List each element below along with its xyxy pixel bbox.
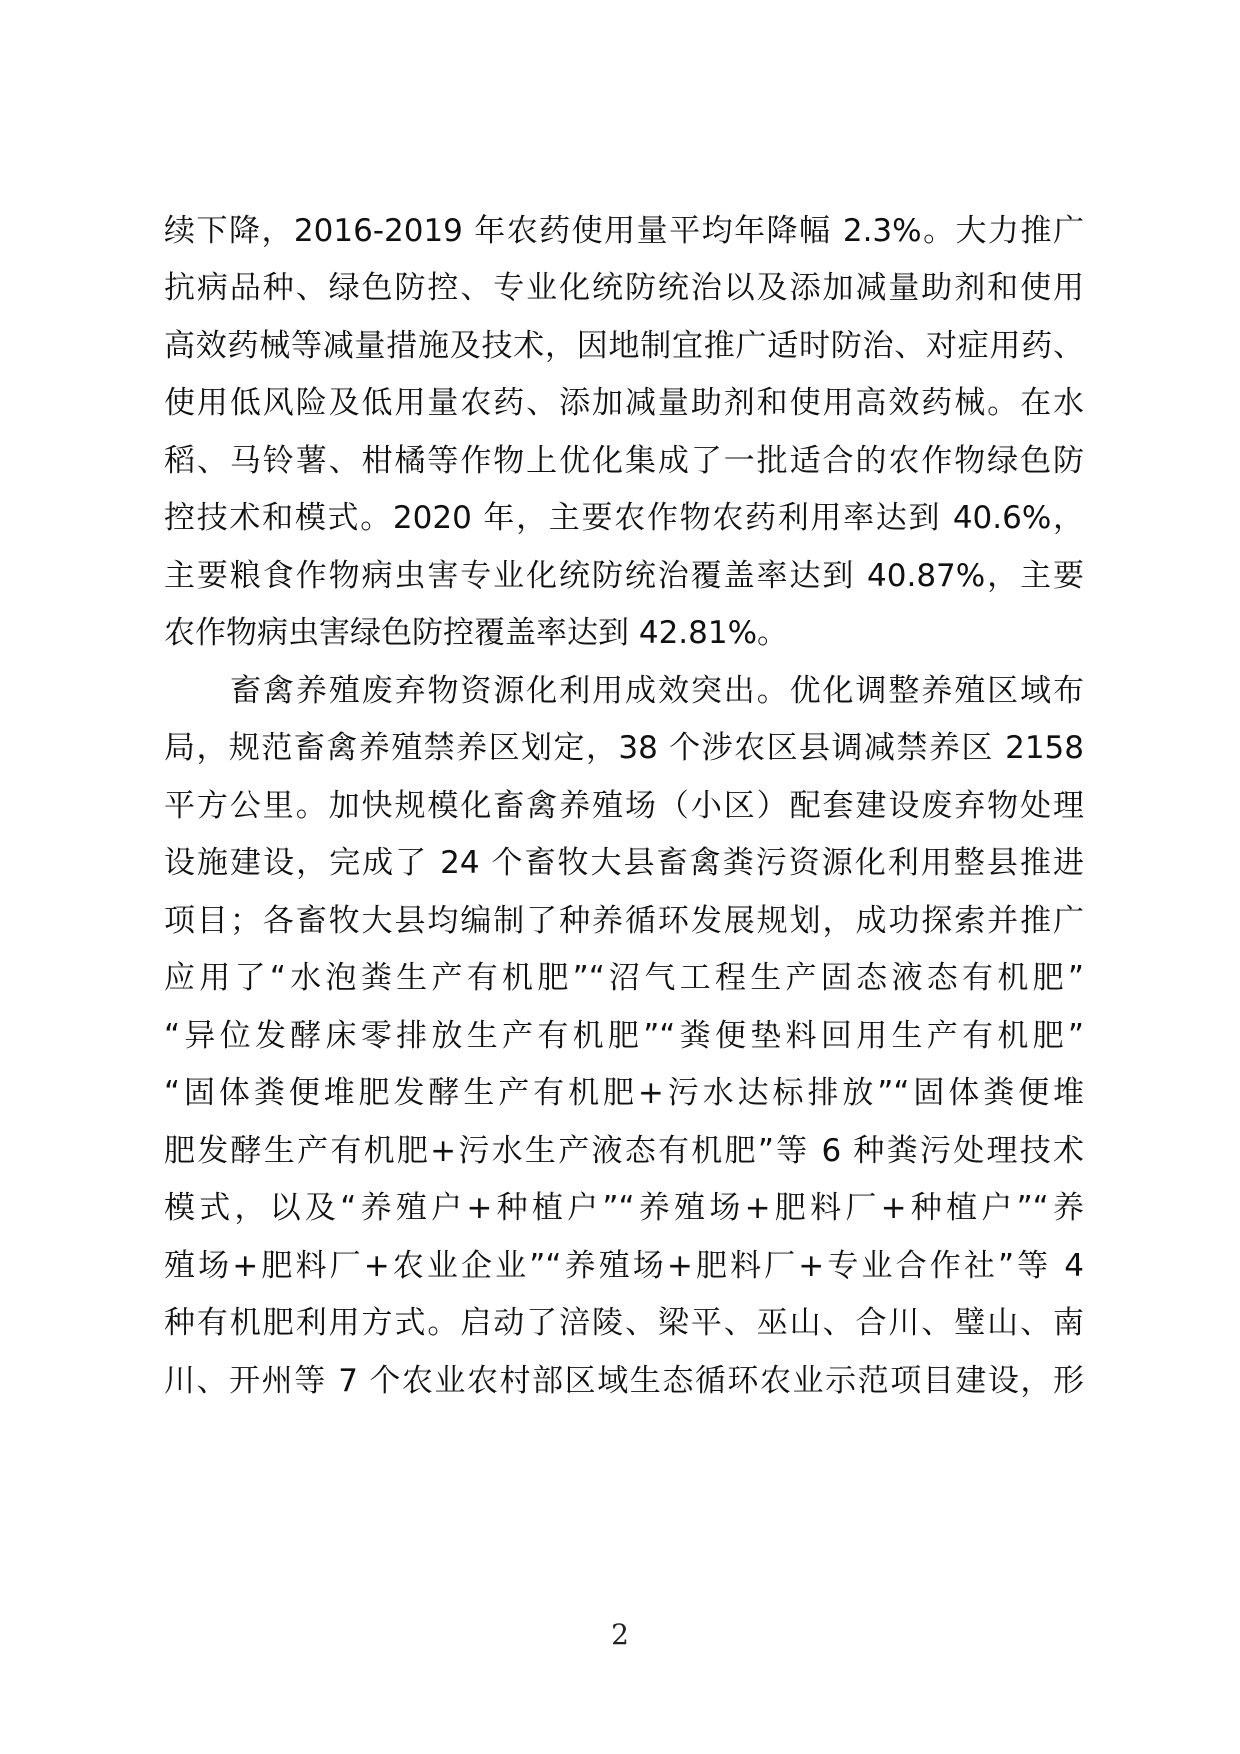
paragraph-1-line-3: 高效药械等减量措施及技术，因地制宜推广适时防治、对症用药、 (164, 328, 1084, 364)
paragraph-1-line-4: 使用低风险及低用量农药、添加减量助剂和使用高效药械。在水 (164, 385, 1084, 421)
paragraph-2-line-7: “异位发酵床零排放生产有机肥”“粪便垫料回用生产有机肥” (164, 1018, 1084, 1054)
paragraph-2-line-10: 模式，以及“养殖户+种植户”“养殖场+肥料厂+种植户”“养 (164, 1190, 1084, 1226)
paragraph-2-line-13: 川、开州等 7 个农业农村部区域生态循环农业示范项目建设，形 (164, 1363, 1084, 1399)
paragraph-2-line-4: 设施建设，完成了 24 个畜牧大县畜禽粪污资源化利用整县推进 (164, 845, 1084, 881)
page-number: 2 (611, 1618, 629, 1651)
paragraph-1-line-7: 主要粮食作物病虫害专业化统防统治覆盖率达到 40.87%，主要 (164, 558, 1084, 594)
paragraph-2-line-11: 殖场+肥料厂+农业企业”“养殖场+肥料厂+专业合作社”等 4 (164, 1248, 1084, 1284)
paragraph-1-line-5: 稻、马铃薯、柑橘等作物上优化集成了一批适合的农作物绿色防 (164, 443, 1084, 479)
paragraph-2-line-1: 畜禽养殖废弃物资源化利用成效突出。优化调整养殖区域布 (230, 673, 1084, 709)
paragraph-1-line-1: 续下降，2016-2019 年农药使用量平均年降幅 2.3%。大力推广 (164, 213, 1084, 249)
paragraph-2-line-5: 项目；各畜牧大县均编制了种养循环发展规划，成功探索并推广 (164, 903, 1084, 939)
paragraph-2-line-3: 平方公里。加快规模化畜禽养殖场（小区）配套建设废弃物处理 (164, 788, 1084, 824)
paragraph-2-line-8: “固体粪便堆肥发酵生产有机肥+污水达标排放”“固体粪便堆 (164, 1075, 1084, 1111)
paragraph-2-line-6: 应用了“水泡粪生产有机肥”“沼气工程生产固态液态有机肥” (164, 960, 1084, 996)
paragraph-2-line-12: 种有机肥利用方式。启动了涪陵、梁平、巫山、合川、璧山、南 (164, 1305, 1084, 1341)
paragraph-1-line-2: 抗病品种、绿色防控、专业化统防统治以及添加减量助剂和使用 (164, 270, 1084, 306)
paragraph-1-line-6: 控技术和模式。2020 年，主要农作物农药利用率达到 40.6%， (164, 500, 1084, 536)
paragraph-1-line-8: 农作物病虫害绿色防控覆盖率达到 42.81%。 (164, 615, 789, 651)
paragraph-2-line-2: 局，规范畜禽养殖禁养区划定，38 个涉农区县调减禁养区 2158 (164, 730, 1084, 766)
paragraph-2-line-9: 肥发酵生产有机肥+污水生产液态有机肥”等 6 种粪污处理技术 (164, 1133, 1084, 1169)
